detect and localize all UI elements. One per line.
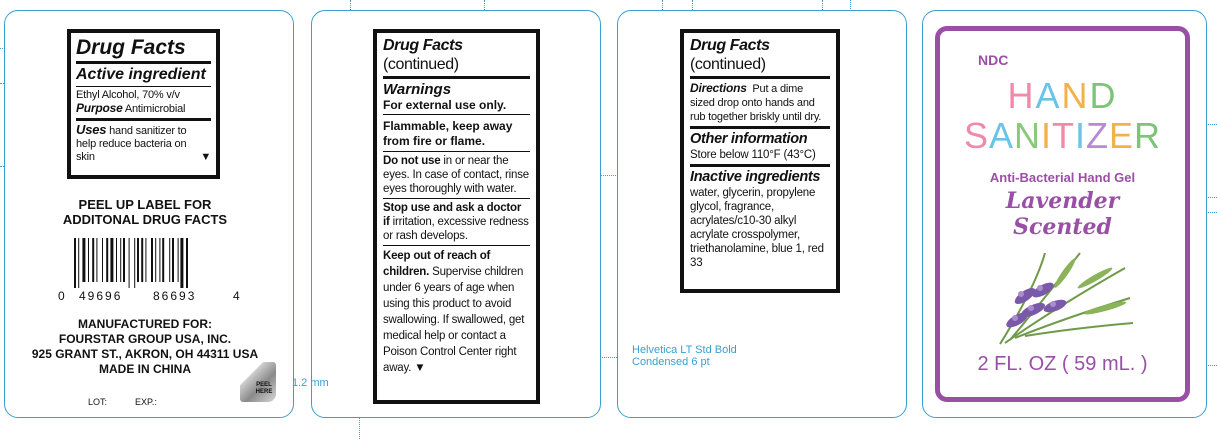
hand-letter: A xyxy=(1035,75,1062,116)
directions-text: Put a dime sized drop onto hands and rub together briskly until dry. xyxy=(690,83,822,123)
lot-label: LOT: xyxy=(88,397,108,407)
hand-letter: N xyxy=(1061,75,1090,116)
continued-title-suffix: (continued) xyxy=(383,56,459,73)
barcode-bar xyxy=(82,238,85,282)
do-not-use xyxy=(383,154,530,196)
uses-row xyxy=(76,123,211,164)
sanitizer-letter: S xyxy=(963,115,989,156)
barcode-bar xyxy=(134,238,135,288)
inactive-heading: Inactive ingredients xyxy=(690,169,821,185)
continued-title-suffix: (continued) xyxy=(690,56,766,73)
sanitizer-letter: N xyxy=(1013,115,1041,156)
external-use: For external use only. xyxy=(383,98,507,112)
barcode-bar xyxy=(159,238,160,282)
ndc-label: NDC xyxy=(978,52,1009,68)
continued-title xyxy=(383,36,530,74)
mfr-line4: MADE IN CHINA xyxy=(99,362,191,376)
sanitizer-title xyxy=(935,116,1190,156)
stop-use-heading: Stop use and ask a doctor if xyxy=(383,202,522,228)
lavender-illustration xyxy=(985,248,1135,350)
peel-notice-line2: ADDITONAL DRUG FACTS xyxy=(62,212,228,227)
stop-use-text: irritation, excessive redness or rash develops. xyxy=(383,216,529,242)
barcode-bar xyxy=(151,238,153,282)
hand-letter: H xyxy=(1007,75,1036,116)
hand-letter: D xyxy=(1089,75,1118,116)
other-info-heading: Other information xyxy=(690,131,808,147)
barcode-bar xyxy=(141,238,143,282)
continued-title-main: Drug Facts xyxy=(690,37,770,54)
mfr-line1: MANUFACTURED FOR: xyxy=(78,317,212,331)
peel-label-notice xyxy=(40,197,250,227)
peel-here-text: PEEL HERE xyxy=(255,382,273,395)
peel-notice-line1: PEEL UP LABEL FOR xyxy=(78,197,212,212)
stop-use xyxy=(383,201,530,243)
product-subtitle: Anti-Bacterial Hand Gel xyxy=(989,170,1136,185)
continued-title xyxy=(690,36,830,74)
active-ingredient-heading: Active ingredient xyxy=(76,66,206,83)
barcode-bar xyxy=(102,238,103,282)
barcode-bar xyxy=(74,238,76,288)
flammable-warning: Flammable, keep away from fire or flame. xyxy=(383,119,513,148)
barcode-bar xyxy=(116,238,117,282)
barcode-bar xyxy=(172,238,174,282)
scent-lavender: Lavender xyxy=(1005,188,1120,214)
uses-value: hand sanitizer to help reduce bacteria on skin xyxy=(76,125,187,163)
continue-arrow-icon: ▼ xyxy=(411,362,426,374)
barcode-digits xyxy=(58,289,243,303)
peel-here-tab[interactable] xyxy=(240,362,276,402)
barcode-bar xyxy=(120,238,121,282)
barcode-bar xyxy=(110,238,113,282)
measure-label: 1.2 mm xyxy=(292,377,329,389)
directions-heading: Directions xyxy=(690,81,747,95)
mfr-line3: 925 GRANT ST., AKRON, OH 44311 USA xyxy=(31,347,259,361)
hand-title xyxy=(935,76,1190,116)
barcode-bar xyxy=(186,238,188,288)
font-spec-line1: Helvetica LT Std Bold xyxy=(632,344,737,356)
barcode-bar xyxy=(145,238,146,282)
purpose-heading: Purpose xyxy=(76,101,123,115)
barcode-bar xyxy=(180,238,183,288)
sanitizer-letter: I xyxy=(1040,115,1052,156)
barcode xyxy=(70,238,230,294)
font-spec-line2: Condensed 6 pt xyxy=(632,356,710,368)
barcode-bar xyxy=(155,238,156,282)
barcode-digit-1: 0 xyxy=(58,289,65,303)
keep-out-of-reach xyxy=(383,248,530,376)
barcode-bar xyxy=(96,238,97,282)
sanitizer-letter: A xyxy=(988,115,1014,156)
net-volume: 2 FL. OZ ( 59 mL. ) xyxy=(977,353,1148,375)
barcode-bar xyxy=(162,238,164,282)
exp-label: EXP.: xyxy=(135,397,157,407)
directions-box xyxy=(680,29,840,293)
scent-scented: Scented xyxy=(1013,214,1112,240)
barcode-digit-3: 86693 xyxy=(153,289,197,303)
manufacturer-info xyxy=(20,317,270,377)
barcode-bar xyxy=(78,238,79,288)
barcode-bars xyxy=(70,238,230,288)
sanitizer-letter: E xyxy=(1109,115,1135,156)
barcode-bar xyxy=(169,238,170,282)
drug-facts-box xyxy=(67,29,220,179)
barcode-digit-2: 49696 xyxy=(79,289,123,303)
continued-title-main: Drug Facts xyxy=(383,37,463,54)
barcode-bar xyxy=(92,238,94,282)
drug-facts-continued-box xyxy=(373,29,540,404)
mfr-line2: FOURSTAR GROUP USA, INC. xyxy=(58,332,232,346)
continue-arrow-icon: ▼ xyxy=(200,151,211,163)
sanitizer-letter: Z xyxy=(1086,115,1110,156)
other-info-text: Store below 110°F (43°C) xyxy=(690,149,816,161)
purpose-row xyxy=(76,102,211,116)
barcode-digit-4: 4 xyxy=(233,289,240,303)
keep-out-heading: Keep out of reach of children. xyxy=(383,250,491,278)
warnings-heading: Warnings xyxy=(383,81,452,98)
directions xyxy=(690,81,830,124)
keep-out-text: Supervise children under 6 years of age when using this product to avoid swallowing. If swallowed, get medical help or contact a Poison Control Center right away. xyxy=(383,266,525,374)
do-not-use-heading: Do not use xyxy=(383,155,441,167)
active-ingredient-value: Ethyl Alcohol, 70% v/v xyxy=(76,89,180,101)
sanitizer-letter: T xyxy=(1052,115,1075,156)
barcode-bar xyxy=(129,238,130,288)
barcode-bar xyxy=(137,238,139,282)
uses-heading: Uses xyxy=(76,122,107,137)
sanitizer-letter: I xyxy=(1075,115,1087,156)
sanitizer-letter: R xyxy=(1134,115,1162,156)
barcode-bar xyxy=(88,238,89,282)
barcode-bar xyxy=(123,238,125,282)
font-spec-note xyxy=(632,344,737,368)
inactive-text: water, glycerin, propylene glycol, fragrance, acrylates/c10-30 alkyl acrylate crosspolymer, triethanolamine, blue 1, red 33 xyxy=(690,187,824,269)
drug-facts-title: Drug Facts xyxy=(76,36,186,59)
barcode-bar xyxy=(106,238,108,282)
purpose-value: Antimicrobial xyxy=(124,103,186,115)
do-not-use-text: in or near the eyes. In case of contact, rinse eyes thoroughly with water. xyxy=(383,155,529,195)
barcode-bar xyxy=(178,238,179,282)
